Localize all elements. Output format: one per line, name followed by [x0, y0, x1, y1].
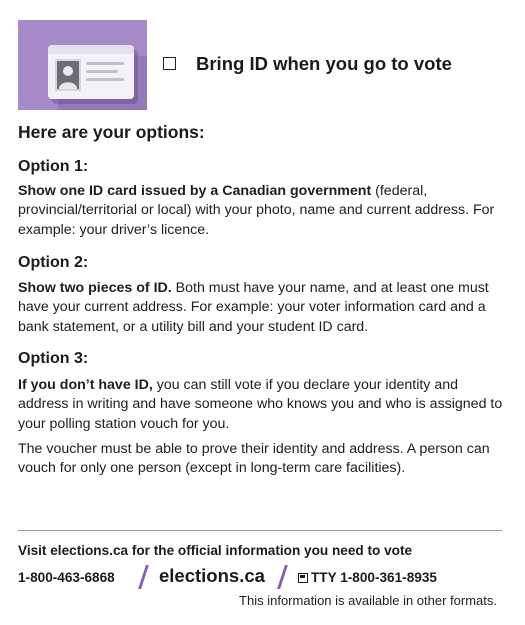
id-card-illustration	[18, 20, 147, 110]
option-3-body: you can still vote if you declare your identity and address in writing and have someone who knows you and who is assigned to your polling station vouch for you.	[18, 377, 503, 432]
slash-divider	[138, 565, 149, 589]
option-2-lead: Show two pieces of ID.	[18, 280, 172, 296]
slash-divider	[277, 565, 288, 589]
option-1-text	[18, 182, 508, 240]
option-2-body: Both must have your name, and at least one must have your current address. For example: your voter information card and a bank statement, or a utility bill and your student ID card.	[18, 280, 489, 335]
option-3-label: Option 3:	[18, 350, 89, 367]
option-2-label: Option 2:	[18, 254, 89, 271]
option-1-label: Option 1:	[18, 158, 89, 175]
option-1-lead: Show one ID card issued by a Canadian government	[18, 183, 372, 199]
id-card-icon	[48, 45, 134, 99]
tty-label: TTY 1-800-361-8935	[311, 570, 437, 585]
id-text-line	[86, 62, 124, 65]
options-heading: Here are your options:	[18, 122, 205, 142]
option-3-text	[18, 376, 508, 434]
tty-number	[298, 570, 437, 585]
website-link[interactable]: elections.ca	[159, 565, 265, 586]
footer-heading: Visit elections.ca for the official information you need to vote	[18, 543, 413, 558]
option-1-body: (federal, provincial/territorial or local) with your photo, name and current address. For example: your driver’s licence.	[18, 183, 495, 238]
bring-id-checkbox[interactable]	[163, 57, 176, 70]
header-title: Bring ID when you go to vote	[196, 53, 452, 74]
option-3-lead: If you don’t have ID,	[18, 377, 153, 393]
id-text-line	[86, 70, 118, 73]
id-text-line	[86, 78, 124, 81]
tty-phone-icon	[298, 573, 308, 583]
option-2-text	[18, 279, 508, 337]
id-photo-icon	[55, 59, 81, 91]
option-3-voucher-note: The voucher must be able to prove their identity and address. A person can vouch for only one person (except in long-term care facilities).	[18, 441, 490, 477]
phone-number: 1-800-463-6868	[18, 570, 115, 585]
id-card-band	[48, 45, 134, 54]
contact-row	[18, 565, 508, 591]
formats-note: This information is available in other formats.	[239, 593, 497, 608]
footer-divider	[18, 530, 502, 531]
